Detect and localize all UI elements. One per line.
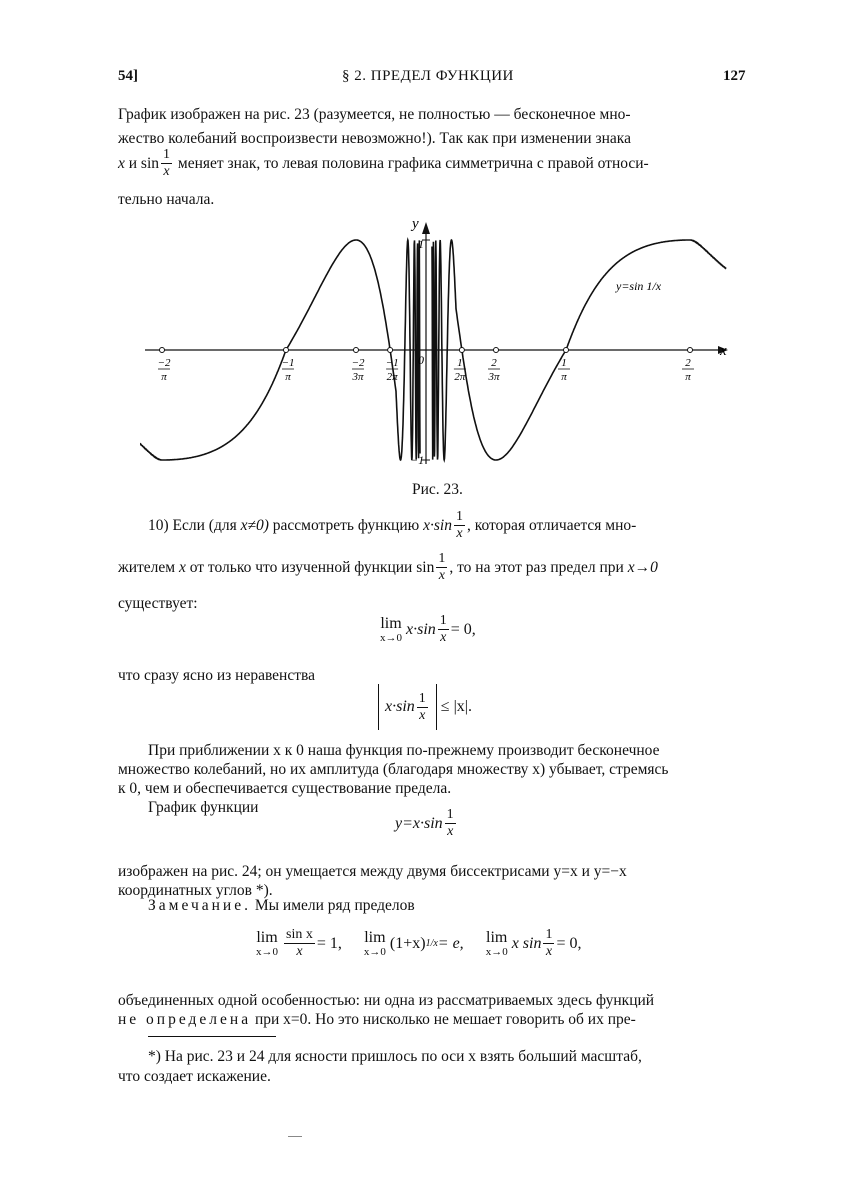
x-tick-numerator: 1 [457, 357, 463, 369]
x-tick-denominator: 2π [454, 371, 466, 383]
intro-line-2: жество колебаний воспроизвести невозможно!). Так как при изменении знака [118, 130, 631, 147]
footnote-line-2: что создает искажение. [118, 1068, 271, 1085]
x-tick-denominator: π [685, 371, 691, 383]
limit-b-exponent: 1/x [425, 938, 438, 949]
item10-cond: x≠0) [240, 516, 269, 534]
page-section-number: 54] [118, 68, 138, 84]
item10-line-1 [148, 510, 758, 541]
lim-operator: lim x→0 [256, 928, 278, 959]
x-tick-point [159, 348, 164, 353]
limit-a-result: = 1, [316, 934, 342, 952]
remark-line [148, 895, 415, 917]
limit-c-body: x sin [511, 934, 542, 952]
intro-line-3-rest: меняет знак, то левая половина графика симметрична с правой относи- [177, 154, 649, 172]
x-tick-denominator: 2π [386, 371, 398, 383]
lim-operator: lim x→0 [380, 614, 402, 645]
fraction-1-over-x: $\frac{1}{x}$ [545, 927, 553, 959]
item10-text-a: 10) Если (для [148, 516, 237, 534]
limit-b-result: = e, [437, 934, 464, 952]
figure-23 [140, 212, 740, 474]
intro-line-3 [118, 148, 758, 179]
item10-line-2 [118, 552, 758, 583]
ineq-body: x·sin [385, 698, 415, 715]
fraction-1-over-x: $\frac{1}{x}$ [418, 690, 426, 723]
formula2-body: y=x·sin [395, 814, 443, 832]
item10-text-e: , которая отличается мно- [466, 516, 637, 534]
y-max-label: 1 [418, 237, 424, 251]
formula-body: x·sin [406, 620, 436, 638]
x-tick-point [688, 348, 693, 353]
formula-result: = 0, [450, 620, 476, 638]
running-head: § 2. ПРЕДЕЛ ФУНКЦИИ [342, 68, 514, 84]
item10-text-c: рассмотреть функцию [272, 516, 420, 534]
formula-limits-row [256, 928, 582, 959]
formula-y-x-sin [395, 808, 458, 839]
para-3: к 0, чем и обеспечивается существование предела. [118, 780, 452, 797]
x-tick-point [494, 348, 499, 353]
y-axis-arrow [422, 222, 430, 234]
x-tick-point [388, 348, 393, 353]
item10-l2-var: x [178, 558, 186, 576]
x-tick-denominator: π [561, 371, 567, 383]
x-tick-numerator: −1 [281, 357, 295, 369]
para-7: объединенных одной особенностью: ни одна из рассматриваемых здесь функций [118, 992, 655, 1009]
x-tick-numerator: −2 [157, 357, 171, 369]
para-1: При приближении x к 0 наша функция по-прежнему производит бесконечное [148, 742, 660, 759]
x-axis-label: x [720, 343, 727, 359]
page-number: 127 [723, 68, 746, 84]
x-tick-denominator: π [161, 371, 167, 383]
x-tick-point [459, 348, 464, 353]
x-tick-point [283, 348, 288, 353]
sin-text: и sin [128, 154, 160, 172]
origin-label: 0 [418, 353, 424, 367]
intro-line-1: График изображен на рис. 23 (разумеется, не полностью — бесконечное мно- [118, 106, 631, 123]
para-2: множество колебаний, но их амплитуда (благодаря множеству x) убывает, стремясь [118, 761, 669, 778]
fraction-1-over-x: $\frac{1}{x}$ [446, 807, 454, 839]
x-tick-point [353, 348, 358, 353]
y-axis-label: y [412, 216, 419, 232]
x-tick-point [564, 348, 569, 353]
lim-operator: lim x→0 [363, 928, 386, 959]
limit-c-result: = 0, [556, 934, 582, 952]
limit-b-body: (1+x) [389, 934, 426, 952]
item10-line-3: существует: [118, 595, 198, 612]
fraction-1-over-x: $\frac{1}{x}$ [439, 613, 447, 645]
figure-caption: Рис. 23. [412, 481, 463, 498]
item10-func: x·sin [423, 516, 452, 534]
fraction-1-over-x: $\frac{1}{x}$ [455, 509, 463, 541]
fraction-1-over-x: $\frac{1}{x}$ [438, 551, 446, 583]
footnote-rule [148, 1036, 276, 1037]
x-tick-numerator: −1 [385, 357, 399, 369]
remark-rest: Мы имели ряд пределов [254, 897, 415, 914]
formula-inequality [378, 684, 472, 730]
y-min-label: −1 [410, 453, 425, 467]
item10-l2-c: от только что изученной функции sin [189, 558, 435, 576]
formula-limit-x-sin [380, 614, 476, 645]
intro-line-4: тельно начала. [118, 191, 215, 208]
curve-label: y=sin 1/x [616, 279, 662, 293]
para-6: координатных углов *). [118, 882, 273, 899]
footnote-line-1: *) На рис. 23 и 24 для ясности пришлось по оси x взять больший масштаб, [148, 1048, 642, 1065]
ineq-rhs: ≤ |x|. [440, 698, 472, 715]
item10-line-4: что сразу ясно из неравенства [118, 667, 315, 684]
page-mark [288, 1136, 302, 1137]
x-tick-numerator: −2 [351, 357, 365, 369]
para-8 [118, 1009, 758, 1031]
item10-l2-limit: x→0 [627, 558, 658, 576]
item10-l2-a: жителем [118, 558, 176, 576]
item10-l2-d: , то на этот раз предел при [449, 558, 624, 576]
absolute-value [378, 684, 437, 730]
x-tick-denominator: 3π [488, 371, 500, 383]
lim-operator: lim x→0 [485, 928, 508, 959]
var-x: x [118, 154, 125, 172]
fraction-sinx-over-x: $\frac{\text{sin x}}{x}$ [286, 927, 313, 959]
para-4: График функции [148, 799, 259, 816]
x-tick-numerator: 1 [561, 357, 567, 369]
para-8-rest: при x=0. Но это нисколько не мешает говорить об их пре- [254, 1011, 636, 1028]
x-tick-numerator: 2 [685, 357, 691, 369]
x-tick-denominator: 3π [352, 371, 364, 383]
spaced-not-defined: не определена [118, 1011, 252, 1028]
fraction-1-over-x: $\frac{1}{x}$ [163, 147, 171, 179]
x-tick-denominator: π [285, 371, 291, 383]
remark-word: Замечание. [148, 897, 251, 914]
x-tick-numerator: 2 [491, 357, 497, 369]
para-5: изображен на рис. 24; он умещается между двумя биссектрисами y=x и y=−x [118, 863, 627, 880]
